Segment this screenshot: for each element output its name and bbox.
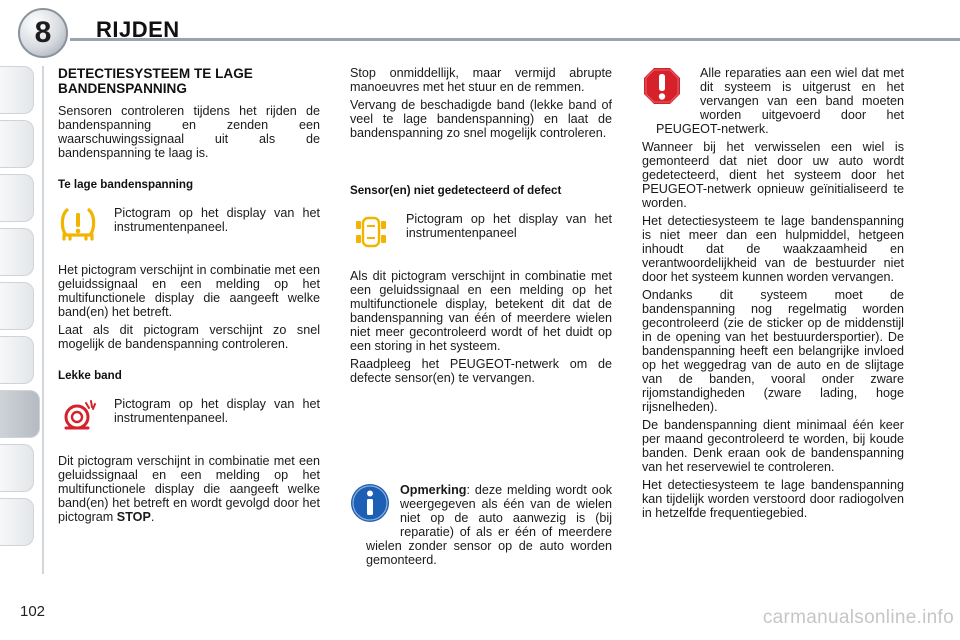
- sensor-defect-icon: [350, 212, 392, 255]
- chapter-badge: [18, 8, 68, 58]
- chapter-tabs: [0, 66, 40, 576]
- page-header: [0, 0, 960, 60]
- chapter-tab[interactable]: [0, 444, 34, 492]
- chapter-tab[interactable]: [0, 282, 34, 330]
- chapter-number: 8: [34, 16, 52, 49]
- col3-para-5: Het detectiesysteem te lage bandenspanning kan tijdelijk worden verstoord door radiogolven in hetzelfde frequentiegebied.: [642, 478, 904, 520]
- chapter-tab[interactable]: [0, 336, 34, 384]
- header-rule: [70, 38, 960, 41]
- warning-icon: [642, 66, 682, 109]
- chapter-tab[interactable]: [0, 498, 34, 546]
- sensor-defect-icon-row: [350, 212, 612, 255]
- chapter-tab[interactable]: [0, 66, 34, 114]
- side-rail: [42, 66, 44, 574]
- warning-text: Alle reparaties aan een wiel dat met dit systeem is uitgerust en het vervangen van een band moeten worden uitgevoerd door het PEUGEOT-netwerk.: [656, 66, 904, 136]
- watermark: carmanualsonline.info: [762, 607, 954, 628]
- col3-para-1: Wanneer bij het verwisselen een wiel is gemonteerd dat niet door uw auto wordt gedetecteerd, dient het systeem door het PEUGEOT-netwerk opnieuw geïnitialiseerd te worden.: [642, 140, 904, 210]
- note-label: Opmerking: [400, 483, 467, 497]
- tyre-pressure-warning-icon: [58, 204, 98, 245]
- column-3: [642, 66, 904, 520]
- section-title: DETECTIESYSTEEM TE LAGE BANDENSPANNING: [58, 66, 253, 96]
- sensor-defect-icon-caption: Pictogram op het display van het instrumentenpaneel: [406, 212, 612, 240]
- intro-paragraph: Sensoren controleren tijdens het rijden de bandenspanning en zenden een waarschuwingssignaal uit als de bandenspanning te laag is.: [58, 104, 320, 160]
- note-block: [350, 483, 612, 567]
- flat-tyre-icon-caption: Pictogram op het display van het instrumentenpaneel.: [114, 397, 320, 425]
- chapter-title: RIJDEN: [96, 17, 180, 42]
- flat-tyre-text: Dit pictogram verschijnt in combinatie met een geluidssignaal en een melding op het multifunctionele display die aangeeft welke band(en) het betreft en wordt gevolgd door het pictogram: [58, 454, 320, 524]
- low-pressure-para-2: Laat als dit pictogram verschijnt zo snel mogelijk de bandenspanning controleren.: [58, 323, 320, 351]
- chapter-tab[interactable]: [0, 174, 34, 222]
- stop-suffix: .: [150, 510, 155, 524]
- chapter-tab-active[interactable]: [0, 390, 40, 438]
- column-2: [350, 66, 612, 567]
- note-body: : deze melding wordt ook weergegeven als één van de wielen niet op de auto aanwezig is (bij reparatie) of als er één of meerdere wielen zonder sensor op de auto worden gemonteerd.: [366, 483, 612, 567]
- sensor-defect-para-1: Als dit pictogram verschijnt in combinatie met een geluidssignaal en een melding op het multifunctionele display, betekent dit dat de bandenspanning van één of meerdere wielen niet meer gecontroleerd wordt of het duidt op een storing in het systeem.: [350, 269, 612, 353]
- stop-word: STOP: [116, 510, 151, 524]
- low-pressure-title: Te lage bandenspanning: [58, 178, 194, 191]
- low-pressure-icon-caption: Pictogram op het display van het instrumentenpaneel.: [114, 206, 320, 234]
- low-pressure-para-1: Het pictogram verschijnt in combinatie met een geluidssignaal en een melding op het multifunctionele display die aangeeft welke band(en) het betreft.: [58, 263, 320, 319]
- low-pressure-icon-row: [58, 206, 320, 245]
- flat-tyre-para-1: [58, 454, 320, 524]
- stop-paragraph: Stop onmiddellijk, maar vermijd abrupte manoeuvres met het stuur en de remmen.: [350, 66, 612, 94]
- col3-para-4: De bandenspanning dient minimaal één keer per maand gecontroleerd te worden, bij koude banden. Denk eraan ook de bandenspanning van het reservewiel te controleren.: [642, 418, 904, 474]
- info-icon: [350, 483, 390, 526]
- col3-para-3: Ondanks dit systeem moet de bandenspanning nog regelmatig worden gecontroleerd (zie de sticker op de middenstijl in de opening van het bestuurdersportier). De bandenspanning heeft een belangrijke invloed op het weggedrag van de auto en de slijtage van de banden, vooral onder zware rijomstandigheden (zware lading, hoge rijsnelheden).: [642, 288, 904, 414]
- column-1: [58, 66, 320, 524]
- warning-block: [642, 66, 904, 136]
- sensor-defect-title: Sensor(en) niet gedetecteerd of defect: [350, 184, 562, 197]
- col3-para-2: Het detectiesysteem te lage bandenspanning is niet meer dan een hulpmiddel, hetgeen inhoudt dat de waakzaamheid en verantwoordelijkheid van de bestuurder niet door het systeem kunnen worden vervangen.: [642, 214, 904, 284]
- flat-tyre-icon: [58, 397, 100, 436]
- flat-tyre-title: Lekke band: [58, 369, 122, 382]
- page-number: 102: [20, 603, 46, 620]
- chapter-tab[interactable]: [0, 120, 34, 168]
- sensor-defect-para-2: Raadpleeg het PEUGEOT-netwerk om de defecte sensor(en) te vervangen.: [350, 357, 612, 385]
- chapter-tab[interactable]: [0, 228, 34, 276]
- replace-paragraph: Vervang de beschadigde band (lekke band of veel te lage bandenspanning) en laat de bandenspanning zo snel mogelijk controleren.: [350, 98, 612, 140]
- flat-tyre-icon-row: [58, 397, 320, 436]
